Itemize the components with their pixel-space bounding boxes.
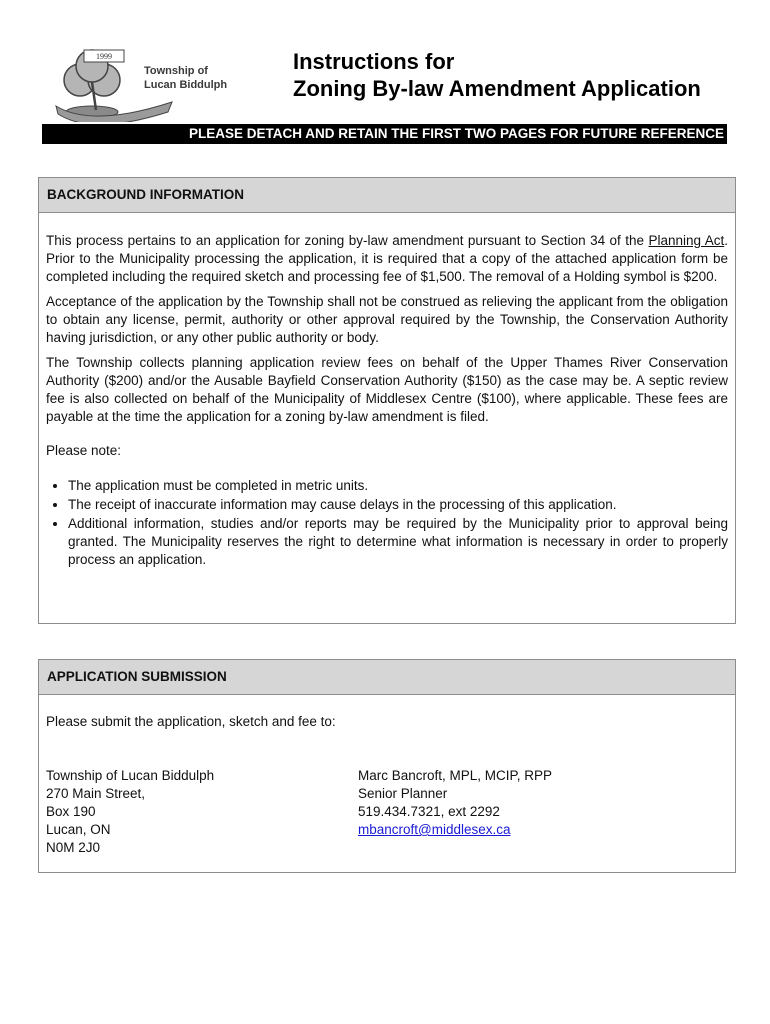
please-note-label: Please note: [46, 443, 122, 458]
page-title [293, 48, 701, 102]
planning-act-reference: Planning Act [648, 233, 725, 248]
address-line: 270 Main Street, [46, 786, 146, 801]
background-paragraph-1: This process pertains to an application for zoning by-law amendment pursuant to Section 34 of the Planning Act. Prior to the Municipality processing the application, it is required that a copy of the attached application form be completed including the required sketch and processing fee of $1,500. The removal of a Holding symbol is $200. [46, 233, 728, 284]
shamrock-crest-icon [52, 44, 252, 122]
logo-name-line1: Township of [144, 65, 208, 77]
list-item: • The receipt of inaccurate information may cause delays in the processing of this application. [68, 496, 728, 514]
logo-year: 1999 [96, 52, 112, 61]
list-item: • Additional information, studies and/or reports may be required by the Municipality prior to approval being granted. The Municipality reserves the right to determine what information is necessary in order to properly process an application. [68, 515, 728, 569]
submission-heading: APPLICATION SUBMISSION [39, 660, 735, 695]
contact-name: Marc Bancroft, MPL, MCIP, RPP [358, 768, 553, 783]
address-line: Township of Lucan Biddulph [46, 768, 215, 783]
contact-title: Senior Planner [358, 786, 448, 801]
background-body [39, 213, 735, 569]
background-paragraph-2: Acceptance of the application by the Township shall not be construed as relieving the applicant from the obligation to obtain any license, permit, authority or other approval required by the Township, the Conservation Authority having jurisdiction, or any other public authority or body. [46, 294, 728, 345]
mailing-address [46, 767, 214, 857]
planner-contact [358, 767, 552, 839]
address-line: N0M 2J0 [46, 840, 101, 855]
detach-notice-banner: PLEASE DETACH AND RETAIN THE FIRST TWO PAGES FOR FUTURE REFERENCE [42, 124, 727, 144]
background-heading: BACKGROUND INFORMATION [39, 178, 735, 213]
submission-intro: Please submit the application, sketch and fee to: [46, 714, 336, 729]
address-line: Box 190 [46, 804, 96, 819]
township-logo [52, 44, 252, 122]
title-line-1: Instructions for [293, 49, 455, 74]
note-list [46, 477, 728, 569]
address-line: Lucan, ON [46, 822, 111, 837]
background-paragraph-3: The Township collects planning application review fees on behalf of the Upper Thames River Conservation Authority ($200) and/or the Ausable Bayfield Conservation Authority ($150) as the case may be. A septic review fee is also collected on behalf of the Municipality of Middlesex Centre ($100), where applicable. These fees are payable at the time the application for a zoning by-law amendment is filed. [46, 355, 728, 424]
contact-email-link[interactable]: mbancroft@middlesex.ca [358, 822, 511, 837]
contact-phone: 519.434.7321, ext 2292 [358, 804, 500, 819]
logo-name-line2: Lucan Biddulph [144, 79, 228, 91]
list-item: • The application must be completed in metric units. [68, 477, 728, 495]
title-line-2: Zoning By-law Amendment Application [293, 76, 701, 101]
submission-section [38, 659, 736, 873]
background-section [38, 177, 736, 624]
